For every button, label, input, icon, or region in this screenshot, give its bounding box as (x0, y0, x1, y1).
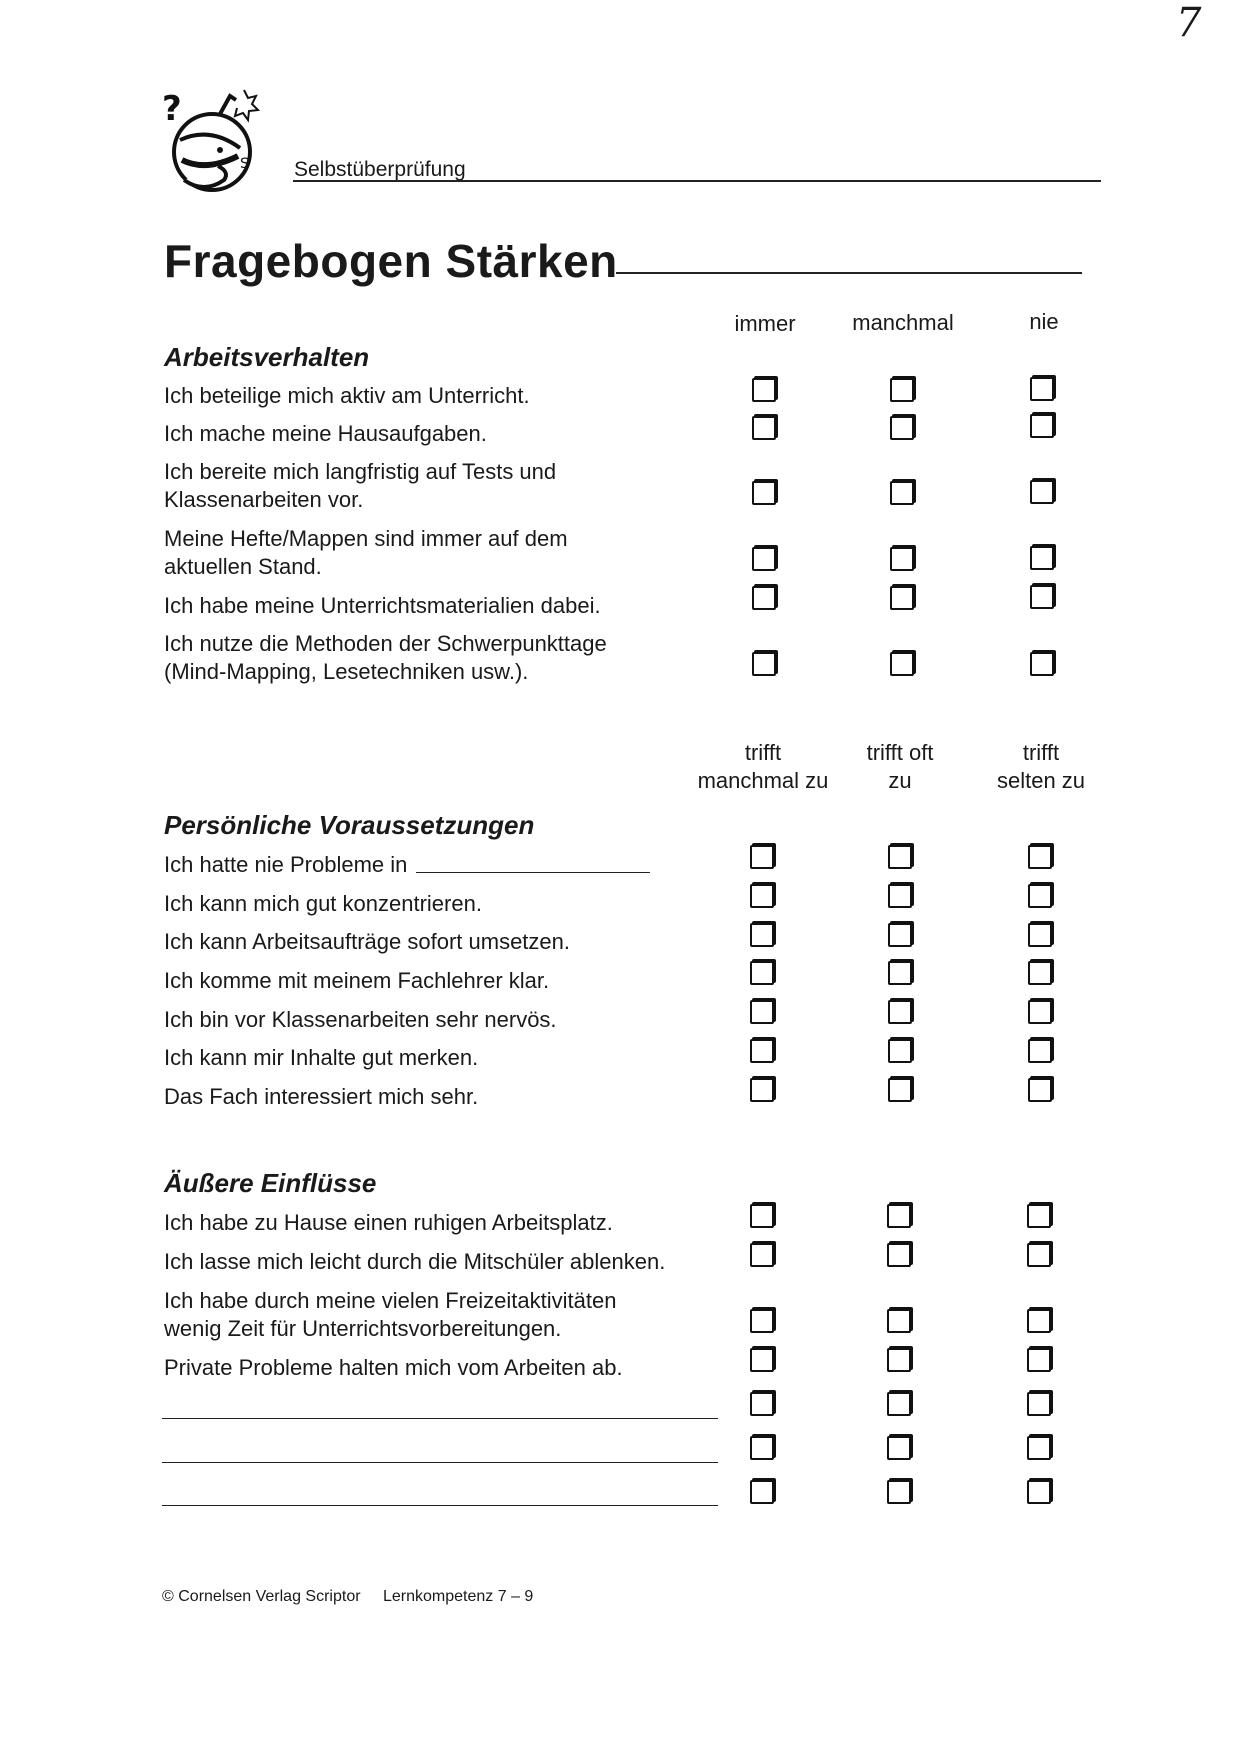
checkbox-manchmal[interactable] (890, 481, 914, 505)
custom-answer-line[interactable] (162, 1505, 718, 1506)
checkbox-immer[interactable] (752, 547, 776, 571)
checkbox-trifft-selten-zu[interactable] (1027, 1480, 1051, 1504)
checkbox-trifft-manchmal-zu[interactable] (750, 845, 774, 869)
checkbox-nie[interactable] (1030, 546, 1054, 570)
item: Ich hatte nie Probleme in (164, 852, 408, 877)
checkbox-trifft-selten-zu[interactable] (1028, 923, 1052, 947)
checkbox-trifft-oft-zu[interactable] (888, 1039, 912, 1063)
checkbox-nie[interactable] (1030, 414, 1054, 438)
item: Ich bin vor Klassenarbeiten sehr nervös. (164, 1007, 557, 1032)
checkbox-trifft-oft-zu[interactable] (888, 1000, 912, 1024)
checkbox-immer[interactable] (752, 378, 776, 402)
checkbox-trifft-oft-zu[interactable] (888, 961, 912, 985)
checkbox-trifft-oft-zu[interactable] (887, 1204, 911, 1228)
item: Das Fach interessiert mich sehr. (164, 1084, 479, 1109)
checkbox-trifft-oft-zu[interactable] (887, 1392, 911, 1416)
footer-copyright: © Cornelsen Verlag Scriptor (162, 1588, 361, 1605)
checkbox-trifft-oft-zu[interactable] (888, 884, 912, 908)
checkbox-trifft-manchmal-zu[interactable] (750, 1243, 774, 1267)
item: Ich bereite mich langfristig auf Tests und (164, 459, 557, 484)
checkbox-trifft-manchmal-zu[interactable] (750, 923, 774, 947)
column-header-immer: immer (734, 311, 796, 336)
checkbox-trifft-selten-zu[interactable] (1027, 1392, 1051, 1416)
item: Ich habe durch meine vielen Freizeitaktivitäten (164, 1288, 617, 1313)
footer-series: Lernkompetenz 7 – 9 (383, 1588, 534, 1605)
checkbox-immer[interactable] (752, 652, 776, 676)
item: aktuellen Stand. (164, 554, 322, 579)
title-answer-line[interactable] (616, 272, 1082, 274)
page-title: Fragebogen Stärken (164, 235, 618, 287)
checkbox-trifft-manchmal-zu[interactable] (750, 961, 774, 985)
column-header-manchmal: manchmal (852, 310, 954, 335)
checkbox-immer[interactable] (752, 416, 776, 440)
item: Ich mache meine Hausaufgaben. (164, 421, 487, 446)
section-heading-persoenliche-voraussetzungen: Persönliche Voraussetzungen (164, 810, 535, 840)
item: Private Probleme halten mich vom Arbeiten ab. (164, 1355, 623, 1380)
checkbox-trifft-manchmal-zu[interactable] (750, 1348, 774, 1372)
item: Meine Hefte/Mappen sind immer auf dem (164, 526, 568, 551)
checkbox-trifft-manchmal-zu[interactable] (750, 884, 774, 908)
checkbox-trifft-selten-zu[interactable] (1027, 1348, 1051, 1372)
checkbox-trifft-oft-zu[interactable] (887, 1480, 911, 1504)
column-header-trifft-manchmal-zu: trifft manchmal zu (697, 740, 829, 793)
checkbox-trifft-oft-zu[interactable] (887, 1436, 911, 1460)
checkbox-nie[interactable] (1030, 377, 1054, 401)
item: Ich kann mir Inhalte gut merken. (164, 1045, 479, 1070)
checkbox-trifft-selten-zu[interactable] (1028, 961, 1052, 985)
checkbox-trifft-selten-zu[interactable] (1027, 1204, 1051, 1228)
checkbox-nie[interactable] (1030, 480, 1054, 504)
checkbox-trifft-selten-zu[interactable] (1028, 845, 1052, 869)
item: Klassenarbeiten vor. (164, 487, 364, 512)
checkbox-trifft-selten-zu[interactable] (1028, 1039, 1052, 1063)
custom-answer-line[interactable] (162, 1462, 718, 1463)
column-header-trifft-selten-zu: trifft selten zu (996, 740, 1086, 793)
footer (162, 1588, 551, 1606)
custom-answer-line[interactable] (162, 1418, 718, 1419)
item: Ich habe meine Unterrichtsmaterialien dabei. (164, 593, 601, 618)
checkbox-trifft-selten-zu[interactable] (1028, 884, 1052, 908)
checkbox-manchmal[interactable] (890, 586, 914, 610)
checkbox-trifft-manchmal-zu[interactable] (750, 1078, 774, 1102)
checkbox-nie[interactable] (1030, 652, 1054, 676)
checkbox-immer[interactable] (752, 586, 776, 610)
checkbox-trifft-selten-zu[interactable] (1028, 1078, 1052, 1102)
header-label: Selbstüberprüfung (294, 158, 466, 181)
checkbox-trifft-manchmal-zu[interactable] (750, 1204, 774, 1228)
checkbox-trifft-oft-zu[interactable] (887, 1243, 911, 1267)
checkbox-trifft-oft-zu[interactable] (888, 845, 912, 869)
item: wenig Zeit für Unterrichtsvorbereitungen. (164, 1316, 562, 1341)
checkbox-trifft-oft-zu[interactable] (888, 923, 912, 947)
checkbox-trifft-manchmal-zu[interactable] (750, 1436, 774, 1460)
item: (Mind-Mapping, Lesetechniken usw.). (164, 659, 529, 684)
checkbox-manchmal[interactable] (890, 547, 914, 571)
checkbox-nie[interactable] (1030, 585, 1054, 609)
thinking-bomb-logo-icon (160, 80, 272, 200)
page-number: 7 (1176, 0, 1202, 46)
column-header-nie: nie (1029, 309, 1059, 334)
header-rule (293, 180, 1101, 182)
item: Ich nutze die Methoden der Schwerpunkttage (164, 631, 607, 656)
checkbox-manchmal[interactable] (890, 652, 914, 676)
item: Ich lasse mich leicht durch die Mitschüler ablenken. (164, 1249, 666, 1274)
checkbox-trifft-manchmal-zu[interactable] (750, 1039, 774, 1063)
item: Ich komme mit meinem Fachlehrer klar. (164, 968, 550, 993)
checkbox-trifft-manchmal-zu[interactable] (750, 1480, 774, 1504)
subject-answer-line[interactable] (416, 872, 650, 873)
checkbox-manchmal[interactable] (890, 378, 914, 402)
checkbox-trifft-manchmal-zu[interactable] (750, 1309, 774, 1333)
column-header-trifft-oft-zu: trifft oft zu (866, 740, 934, 793)
item: Ich beteilige mich aktiv am Unterricht. (164, 383, 530, 408)
checkbox-trifft-oft-zu[interactable] (887, 1348, 911, 1372)
checkbox-trifft-selten-zu[interactable] (1027, 1309, 1051, 1333)
checkbox-trifft-oft-zu[interactable] (888, 1078, 912, 1102)
checkbox-trifft-manchmal-zu[interactable] (750, 1392, 774, 1416)
checkbox-trifft-selten-zu[interactable] (1027, 1243, 1051, 1267)
checkbox-trifft-oft-zu[interactable] (887, 1309, 911, 1333)
item: Ich kann mich gut konzentrieren. (164, 891, 482, 916)
svg-text:S: S (240, 156, 249, 172)
svg-text:?: ? (162, 89, 182, 129)
checkbox-trifft-manchmal-zu[interactable] (750, 1000, 774, 1024)
checkbox-immer[interactable] (752, 481, 776, 505)
section-heading-aeussere-einfluesse: Äußere Einflüsse (164, 1168, 377, 1198)
item: Ich kann Arbeitsaufträge sofort umsetzen. (164, 929, 571, 954)
checkbox-manchmal[interactable] (890, 416, 914, 440)
item: Ich habe zu Hause einen ruhigen Arbeitsplatz. (164, 1210, 613, 1235)
checkbox-trifft-selten-zu[interactable] (1028, 1000, 1052, 1024)
checkbox-trifft-selten-zu[interactable] (1027, 1436, 1051, 1460)
section-heading-arbeitsverhalten: Arbeitsverhalten (164, 342, 370, 372)
